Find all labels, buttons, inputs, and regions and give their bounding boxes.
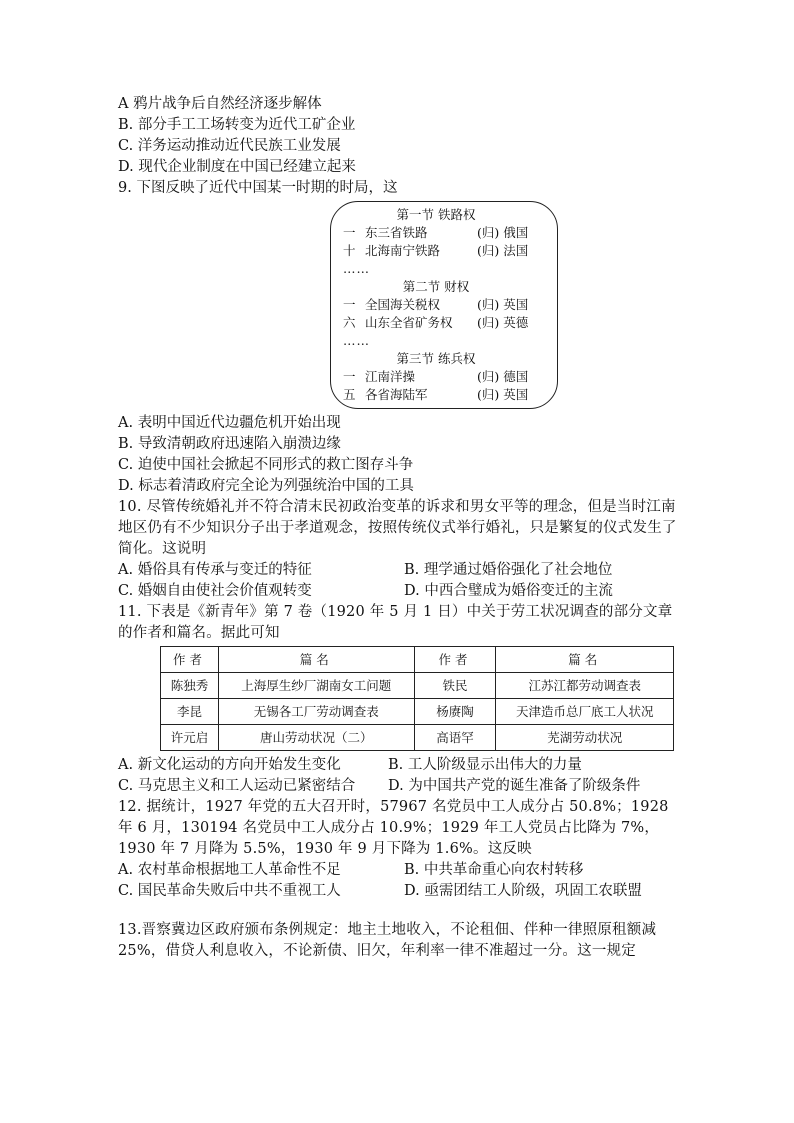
spacer bbox=[118, 902, 678, 920]
q10-option-d: D. 中西合璧成为婚俗变迁的主流 bbox=[404, 583, 613, 599]
cell-title: 天津造币总厂底工人状况 bbox=[496, 699, 674, 725]
row-owner: (归) 英德 bbox=[477, 315, 529, 330]
q9-section-title: 第三节 练兵权 bbox=[396, 351, 476, 366]
q12-option-b: B. 中共革命重心向农村转移 bbox=[404, 862, 584, 878]
cell-title: 无锡各工厂劳动调查表 bbox=[218, 699, 414, 725]
row-owner: (归) 德国 bbox=[477, 369, 529, 384]
q9-option-b: B. 导致清朝政府迅速陷入崩溃边缘 bbox=[118, 436, 341, 452]
row-num: 十 bbox=[343, 243, 356, 258]
q10-option-b: B. 理学通过婚俗强化了社会地位 bbox=[404, 562, 613, 578]
q9-option-d: D. 标志着清政府完全论为列强统治中国的工具 bbox=[118, 478, 414, 494]
row-num: 六 bbox=[343, 315, 356, 330]
q8-option-d: D. 现代企业制度在中国已经建立起来 bbox=[118, 159, 356, 175]
table-header-row bbox=[161, 647, 674, 673]
row-num: 一 bbox=[343, 369, 356, 384]
row-owner: (归) 俄国 bbox=[477, 225, 529, 240]
cell-author: 李昆 bbox=[161, 699, 219, 725]
header-author: 作者 bbox=[414, 647, 496, 673]
q13-stem: 13.晋察冀边区政府颁布条例规定：地主土地收入，不论租佃、伴种一律照原租额减 25%，借贷人利息收入，不论新债、旧欠，年利率一律不准超过一分。这一规定 bbox=[118, 922, 657, 959]
q9-stem: 9. 下图反映了近代中国某一时期的时局，这 bbox=[118, 180, 398, 196]
cell-author: 许元启 bbox=[161, 725, 219, 751]
q10-options-row bbox=[118, 560, 678, 581]
q10-option-c: C. 婚姻自由使社会价值观转变 bbox=[118, 583, 312, 599]
row-num: 一 bbox=[343, 225, 356, 240]
cell-title: 江苏江都劳动调查表 bbox=[496, 673, 674, 699]
row-name: 东三省铁路 bbox=[365, 225, 428, 240]
q11-options-row bbox=[118, 776, 678, 797]
q10-option-a: A. 婚俗具有传承与变迁的特征 bbox=[118, 562, 312, 578]
row-num: 一 bbox=[343, 297, 356, 312]
q9-row bbox=[343, 224, 549, 242]
q11-option-a: A. 新文化运动的方向开始发生变化 bbox=[118, 757, 341, 773]
q9-ellipsis: …… bbox=[343, 333, 370, 348]
q12-option-c: C. 国民革命失败后中共不重视工人 bbox=[118, 883, 341, 899]
q11-table bbox=[160, 646, 674, 751]
q9-row bbox=[343, 368, 549, 386]
q9-option-c: C. 迫使中国社会掀起不同形式的救亡图存斗争 bbox=[118, 457, 414, 473]
q11-stem: 11. 下表是《新青年》第 7 卷（1920 年 5 月 1 日）中关于劳工状况调查的部分文章的作者和篇名。据此可知 bbox=[118, 604, 673, 641]
cell-title: 芜湖劳动状况 bbox=[496, 725, 674, 751]
table-row bbox=[161, 673, 674, 699]
table-row bbox=[161, 725, 674, 751]
cell-title: 唐山劳动状况（二） bbox=[218, 725, 414, 751]
q8-options bbox=[118, 94, 678, 178]
q9-row bbox=[343, 296, 549, 314]
q12-stem: 12. 据统计，1927 年党的五大召开时，57967 名党员中工人成分占 50.8%；1928 年 6 月，130194 名党员中工人成分占 10.9%；1929 年工人党员占比降为 7%，1930 年 7 月降为 5.5%，1930 年 9 月下降为 1.6%。这反映 bbox=[118, 799, 669, 857]
q12-options-row bbox=[118, 860, 678, 881]
cell-author: 高语罕 bbox=[414, 725, 496, 751]
cell-title: 上海厚生纱厂湖南女工问题 bbox=[218, 673, 414, 699]
row-owner: (归) 法国 bbox=[477, 243, 529, 258]
q11-option-c: C. 马克思主义和工人运动已紧密结合 bbox=[118, 778, 356, 794]
q9-option-a: A. 表明中国近代边疆危机开始出现 bbox=[118, 415, 341, 431]
q9-section-title: 第一节 铁路权 bbox=[396, 207, 476, 222]
row-name: 各省海陆军 bbox=[365, 387, 428, 402]
header-author: 作者 bbox=[161, 647, 219, 673]
q8-option-a: A 鸦片战争后自然经济逐步解体 bbox=[118, 96, 322, 112]
row-name: 江南洋操 bbox=[365, 369, 416, 384]
q8-option-c: C. 洋务运动推动近代民族工业发展 bbox=[118, 138, 341, 154]
row-name: 北海南宁铁路 bbox=[365, 243, 441, 258]
header-title: 篇名 bbox=[218, 647, 414, 673]
q9-row bbox=[343, 242, 549, 260]
q12-option-a: A. 农村革命根据地工人革命性不足 bbox=[118, 862, 341, 878]
q9-section-title: 第二节 财权 bbox=[402, 279, 470, 294]
row-name: 山东全省矿务权 bbox=[365, 315, 453, 330]
row-name: 全国海关税权 bbox=[365, 297, 441, 312]
row-owner: (归) 英国 bbox=[477, 387, 529, 402]
q10-stem: 10. 尽管传统婚礼并不符合清末民初政治变革的诉求和男女平等的理念，但是当时江南地区仍有不少知识分子出于孝道观念，按照传统仪式举行婚礼，只是繁复的仪式发生了简化。这说明 bbox=[118, 499, 677, 557]
q9-row bbox=[343, 386, 549, 404]
table-row bbox=[161, 699, 674, 725]
q11-option-b: B. 工人阶级显示出伟大的力量 bbox=[388, 757, 582, 773]
q9-ellipsis: …… bbox=[343, 261, 370, 276]
row-num: 五 bbox=[343, 387, 356, 402]
q11-option-d: D. 为中国共产党的诞生准备了阶级条件 bbox=[388, 778, 641, 794]
q9-row bbox=[343, 314, 549, 332]
q9-figure bbox=[330, 201, 558, 409]
q11-options-row bbox=[118, 755, 678, 776]
cell-author: 铁民 bbox=[414, 673, 496, 699]
q12-options-row bbox=[118, 881, 678, 902]
cell-author: 杨赓陶 bbox=[414, 699, 496, 725]
q10-options-row bbox=[118, 581, 678, 602]
exam-page bbox=[118, 94, 678, 962]
q8-option-b: B. 部分手工工场转变为近代工矿企业 bbox=[118, 117, 356, 133]
row-owner: (归) 英国 bbox=[477, 297, 529, 312]
q12-option-d: D. 亟需团结工人阶级，巩固工农联盟 bbox=[404, 883, 642, 899]
cell-author: 陈独秀 bbox=[161, 673, 219, 699]
header-title: 篇名 bbox=[496, 647, 674, 673]
q9-options bbox=[118, 413, 678, 497]
